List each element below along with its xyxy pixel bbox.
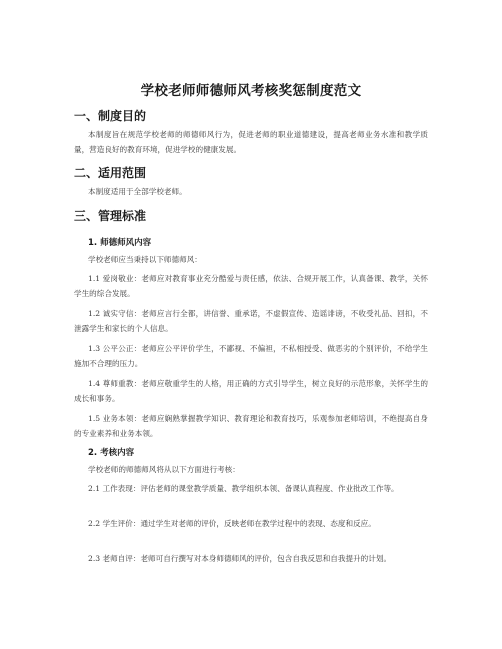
ethics-item: 1.1 爱岗敬业：老师应对教育事业充分酷爱与责任感，依法、合规开展工作，认真备课、教学，关怀学生的综合发展。 <box>74 274 428 298</box>
ethics-item: 1.4 尊师重教：老师应敬重学生的人格，用正确的方式引导学生，树立良好的示范形象，关怀学生的成长和事务。 <box>74 379 428 403</box>
purpose-paragraph: 本制度旨在规范学校老师的师德师风行为，促进老师的职业道德建设，提高老师业务水准和教学质量，营造良好的教育环境，促进学校的健康发展。 <box>74 130 428 154</box>
section-heading-scope: 二、适用范围 <box>74 166 147 180</box>
ethics-intro: 学校老师应当秉持以下师德师风： <box>88 255 202 264</box>
subsection-heading-ethics: 1. 师德师风内容 <box>88 238 152 248</box>
assessment-item: 2.3 老师自评：老师可自行撰写对本身师德师风的评价，包含自我反思和自我提升的计划。 <box>88 554 392 563</box>
ethics-item: 1.2 诚实守信：老师应言行全都，讲信誉、重承诺，不虚假宣传、造谣诽谤，不收受礼品、回扣，不泄露学生和家长的个人信息。 <box>74 309 428 333</box>
assessment-item: 2.2 学生评价：通过学生对老师的评价，反映老师在教学过程中的表现、态度和反应。 <box>88 519 376 528</box>
document-title: 学校老师师德师风考核奖惩制度范文 <box>140 83 362 99</box>
section-heading-standards: 三、管理标准 <box>74 209 147 223</box>
subsection-heading-assessment: 2. 考核内容 <box>88 448 135 458</box>
assessment-item: 2.1 工作表现：评估老师的课堂教学质量、教学组织本领、备课认真程度、作业批改工作等。 <box>88 484 399 493</box>
ethics-item: 1.3 公平公正：老师应公平评价学生，不鄙视、不偏袒，不私相授受、做恶劣的个别评价，不给学生施加不合理的压力。 <box>74 344 428 368</box>
assessment-intro: 学校老师的师德师风将从以下方面进行考核： <box>88 465 240 474</box>
section-heading-purpose: 一、制度目的 <box>74 109 147 123</box>
ethics-item: 1.5 业务本领：老师应娴熟掌握教学知识、教育理论和教育技巧，乐观参加老师培训，不绝提高自身的专业素养和业务本领。 <box>74 414 428 438</box>
scope-paragraph: 本制度适用于全部学校老师。 <box>88 187 187 196</box>
